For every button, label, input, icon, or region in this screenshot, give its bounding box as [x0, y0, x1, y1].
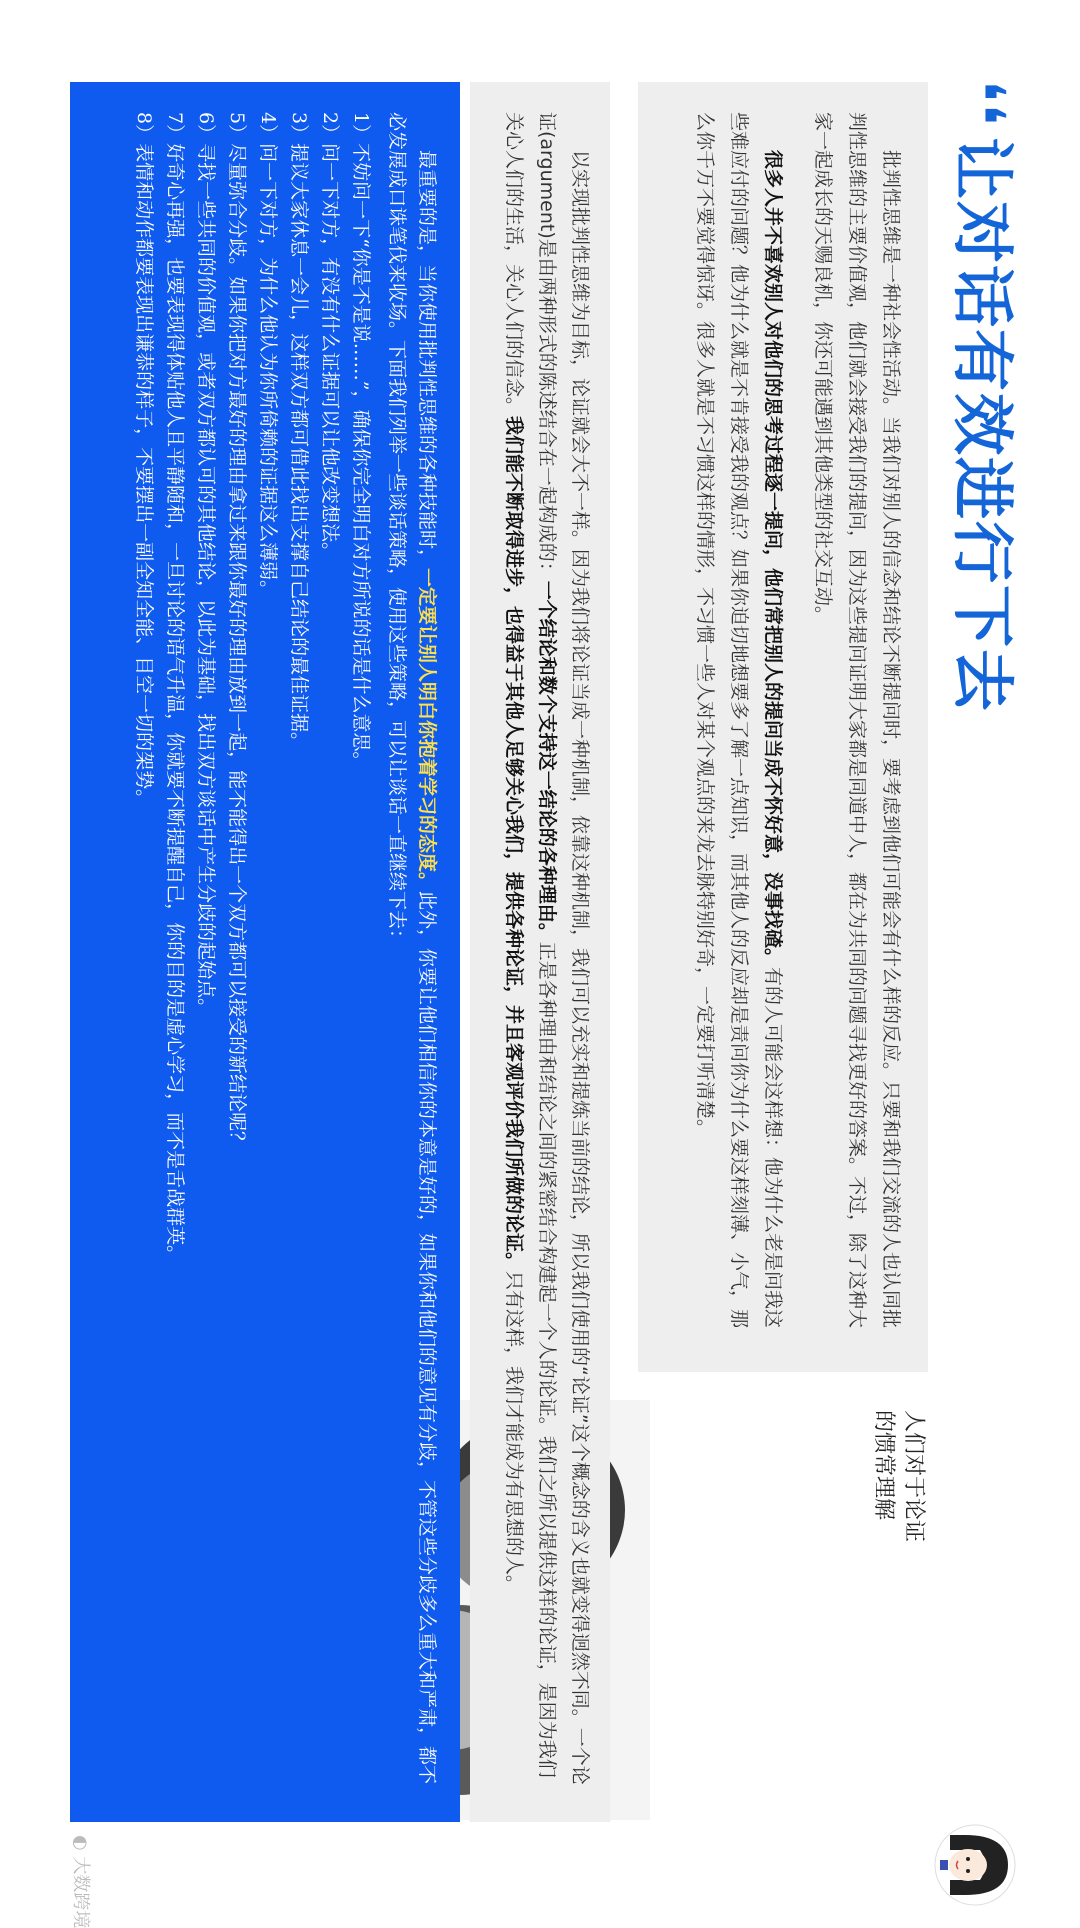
- strategies-lead: [382, 112, 442, 1792]
- quote-mark-icon: ❛❛: [946, 80, 1019, 127]
- argument-text-c: 只有这样，我们才能成为有思想的人。: [503, 1271, 525, 1595]
- watermark-text: 大数跨境: [70, 1856, 91, 1928]
- list-item: 1）不妨问一下“你是不是说……”，确保你完全明白对方所说的话是什么意思。: [350, 112, 372, 771]
- argument-text-b: 正是各种理由和结论之间的紧密结合构建起一个人的论证。我们之所以提供这样的论证，是因为我们关心人们的生活，关心人们的信念。: [503, 112, 558, 1778]
- intro-paragraph-2: [688, 112, 790, 1342]
- intro-bold-sentence: 很多人并不喜欢别人对他们的思考过程逐一提问，他们常把别人的提问当成不怀好意，没事找碴。: [762, 150, 784, 968]
- intro-paragraph-2-rest: 有的人可能会这样想：他为什么老是问我这些难应付的问题？他为什么就是不肯接受我的观点？如果你迫切地想要多了解一点知识，而其他人的反应却是责问你为什么要这样刻薄、小气，那么你千万不要觉得惊讶。很多人就是不习惯这样的情形，不习惯一些人对某个观点的来龙去脉特别好奇，一定要打听清楚。: [694, 112, 784, 1329]
- list-item: 8）表情和动作都要表现出谦恭的样子，不要摆出一副全知全能、目空一切的架势。: [133, 112, 155, 809]
- strategies-lead-a: 最重要的是，当你使用批判性思维的各种技能时，: [416, 150, 438, 569]
- strategies-list: [128, 112, 376, 1792]
- strategies-highlight: 一定要让别人明白你抱着学习的态度。: [416, 568, 438, 892]
- girl-avatar-icon: [930, 1820, 1020, 1910]
- watermark: [69, 1835, 95, 1928]
- argument-definition-box: [470, 82, 610, 1822]
- argument-bold-1: 一个结论和数个支持这一结论的各种理由。: [536, 580, 558, 942]
- argument-paragraph: [497, 112, 596, 1792]
- list-item: 6）寻找一些共同的价值观，或者双方都认可的其他结论，以此为基础，找出双方谈话中产生分歧的起始点。: [195, 112, 217, 1018]
- argument-text-a: 以实现批判性思维为目标，论证就会大不一样。因为我们将论证当成一种机制，依靠这种机制，我们可以充实和提炼当前的结论，所以我们使用的“论证”这个概念的含义也就变得迥然不同。一个论证(argument)是由两种形式的陈述结合在一起构成的：: [536, 112, 591, 1785]
- intro-box: [638, 82, 928, 1372]
- list-item: 2）问一下对方，有没有什么证据可以让他改变想法。: [319, 112, 341, 562]
- strategies-box: [70, 82, 460, 1822]
- brand-logo-icon: ◐: [70, 1835, 91, 1857]
- title-text: 让对话有效进行下去: [946, 137, 1019, 714]
- photo-caption: 人们对于论证的惯常理解: [871, 1410, 926, 1543]
- strategies-lead-b: 此外，你要让他们相信你的本意是好的，如果你和他们的意见有分歧，不管这些分歧多么重大和严肃，都不必发展成口诛笔伐来收场。下面我们列举一些谈话策略，使用这些策略，可以让谈话一直继续下去：: [386, 112, 438, 1785]
- page-title: [944, 80, 1020, 713]
- list-item: 7）好奇心再强，也要表现得体贴他人且平静随和，一旦讨论的语气升温，你就要不断提醒自己，你的目的是虚心学习，而不是舌战群英。: [164, 112, 186, 1265]
- intro-paragraph-1: 批判性思维是一种社会性活动。当我们对别人的信念和结论不断提问时，要考虑到他们可能会有什么样的反应。只要和我们交流的人也认同批判性思维的主要价值观，他们就会接受我们的提问，因为这些提问证明大家都是同道中人，都在为共同的问题寻找更好的答案。不过，除了这种大家一起成长的天赐良机，你还可能遇到其他类型的社交互动。: [812, 112, 902, 1329]
- argument-bold-2: 我们能不断取得进步，也得益于其他人足够关心我们，提供各种论证，并且客观评价我们所做的论证。: [503, 416, 525, 1272]
- list-item: 4）问一下对方，为什么他认为你所倚赖的证据这么薄弱。: [257, 112, 279, 600]
- list-item: 5）尽量弥合分歧。如果你把对方最好的理由拿过来跟你最好的理由放到一起，能不能得出一个双方都可以接受的新结论呢？: [226, 112, 248, 1151]
- list-item: 3）提议大家休息一会儿，这样双方都可借此找出支撑自己结论的最佳证据。: [288, 112, 310, 752]
